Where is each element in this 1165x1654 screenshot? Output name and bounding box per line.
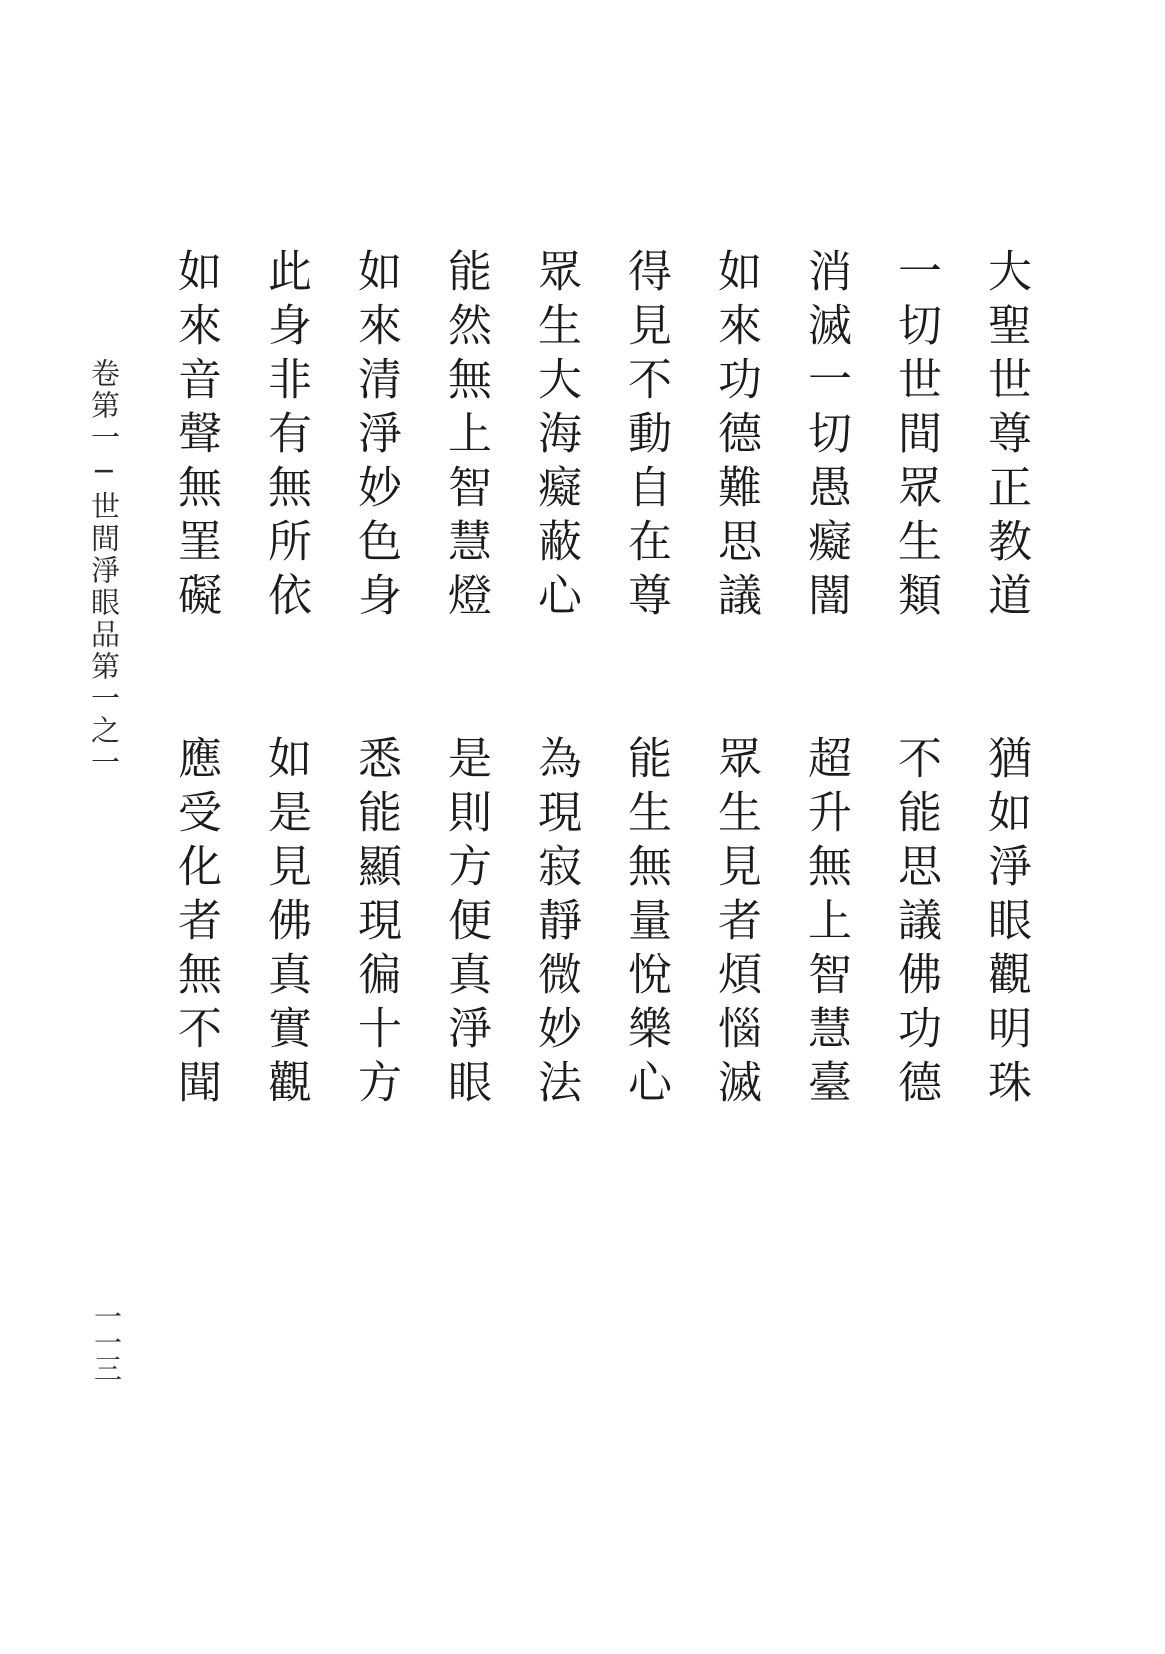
verse-line-9-upper: 此身非有無所依 — [260, 248, 311, 626]
verse-line-9-lower: 如是見佛真實觀 — [260, 735, 311, 1113]
verse-line-3-lower: 超升無上智慧臺 — [800, 735, 851, 1113]
verse-line-4-upper: 如來功德難思議 — [710, 248, 761, 626]
page-number: 一一三 — [90, 1302, 123, 1380]
verse-line-3-upper: 消滅一切愚癡闇 — [800, 248, 851, 626]
verse-line-4-lower: 眾生見者煩惱滅 — [710, 735, 761, 1113]
running-head: 卷第一─世間淨眼品第一之一 — [87, 358, 121, 779]
verse-line-10-upper: 如來音聲無罣礙 — [170, 248, 221, 626]
verse-line-7-lower: 是則方便真淨眼 — [440, 735, 491, 1113]
verse-line-5-lower: 能生無量悅樂心 — [620, 735, 671, 1113]
verse-line-8-lower: 悉能顯現徧十方 — [350, 735, 401, 1113]
verse-line-1-lower: 猶如淨眼觀明珠 — [980, 735, 1031, 1113]
verse-line-6-upper: 眾生大海癡蔽心 — [530, 248, 581, 626]
verse-line-10-lower: 應受化者無不聞 — [170, 735, 221, 1113]
verse-line-6-lower: 為現寂靜微妙法 — [530, 735, 581, 1113]
verse-line-2-lower: 不能思議佛功德 — [890, 735, 941, 1113]
verse-line-8-upper: 如來清淨妙色身 — [350, 248, 401, 626]
verse-line-2-upper: 一切世間眾生類 — [890, 248, 941, 626]
verse-line-7-upper: 能然無上智慧燈 — [440, 248, 491, 626]
verse-line-5-upper: 得見不動自在尊 — [620, 248, 671, 626]
verse-line-1-upper: 大聖世尊正教道 — [980, 248, 1031, 626]
